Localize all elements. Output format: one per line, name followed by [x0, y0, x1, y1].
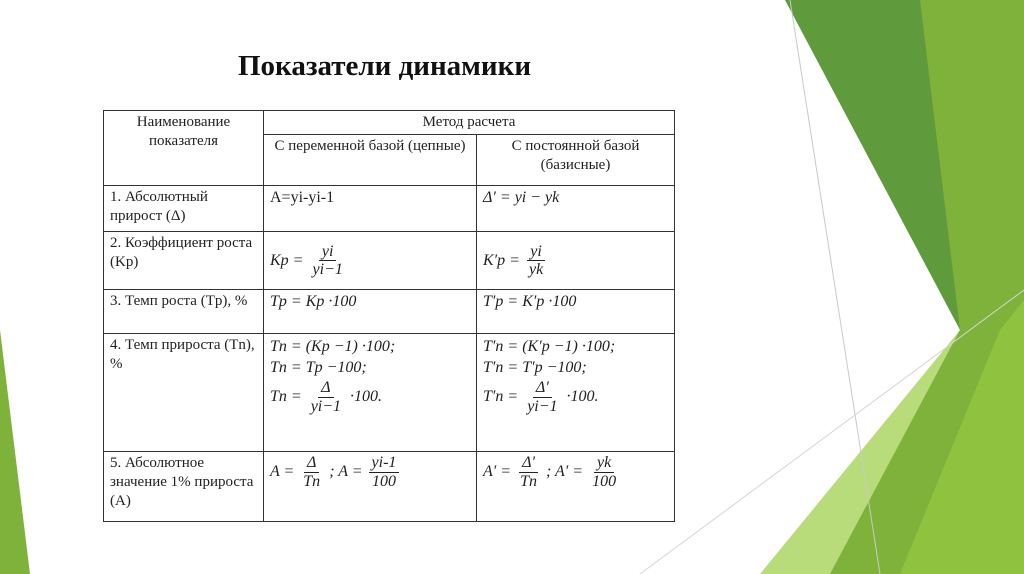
table-row	[104, 290, 675, 334]
fraction	[309, 243, 345, 279]
fraction	[300, 454, 323, 490]
fraction-denominator: yi−1	[310, 397, 342, 415]
formula-basic	[477, 334, 675, 452]
formula-basic: Δ′ = yi − yk	[477, 186, 675, 232]
formula-line: Tn = (Kp −1) ·100;	[270, 338, 396, 356]
fraction-numerator: yi	[527, 243, 545, 262]
row-name: 3. Темп роста (Tp), %	[104, 290, 264, 334]
formula-chain: A=yi-yi-1	[264, 186, 477, 232]
formula-chain: Tp = Kp ·100	[264, 290, 477, 334]
fraction	[369, 454, 400, 490]
formula-lhs: A =	[270, 463, 295, 481]
fraction-denominator: yi−1	[312, 261, 343, 279]
formula-lhs: Tn =	[270, 388, 302, 406]
formula-lhs: K′p =	[483, 251, 520, 269]
table-header-row	[104, 111, 675, 135]
row-name: 5. Абсолютное значение 1% прироста (A)	[104, 452, 264, 522]
fraction-denominator: 100	[371, 472, 396, 490]
slide-title: Показатели динамики	[238, 50, 532, 82]
formula-line: Tn = Tp −100;	[270, 359, 367, 377]
dynamics-indicators-table	[103, 110, 675, 522]
fraction-numerator: Δ	[304, 454, 319, 473]
formula-lhs: ; A′ =	[545, 463, 584, 481]
formula-chain	[264, 232, 477, 290]
formula-rhs: ·100.	[350, 388, 383, 406]
fraction-numerator: Δ	[318, 379, 333, 398]
left-green-sliver	[0, 330, 30, 574]
formula-basic	[477, 452, 675, 522]
table-row	[104, 186, 675, 232]
fraction	[526, 243, 546, 279]
fraction	[517, 454, 540, 490]
fraction-numerator: Δ′	[533, 379, 552, 398]
row-name: 2. Коэффициент роста (Kp)	[104, 232, 264, 290]
formula-chain	[264, 334, 477, 452]
formula-chain	[264, 452, 477, 522]
fraction-numerator: yk	[594, 454, 614, 473]
formula-basic	[477, 232, 675, 290]
header-chain: С переменной базой (цепные)	[264, 134, 477, 186]
fraction-denominator: Tn	[520, 472, 537, 490]
formula-lhs: Kp =	[270, 251, 304, 269]
fraction	[589, 454, 619, 490]
formula-lhs: ; A =	[329, 463, 363, 481]
row-name: 4. Темп прироста (Tn), %	[104, 334, 264, 452]
table-row	[104, 232, 675, 290]
formula-lhs: T′n =	[483, 388, 519, 406]
fraction-denominator: yk	[528, 261, 544, 279]
header-name: Наименование показателя	[104, 111, 264, 186]
fraction-denominator: Tn	[303, 472, 321, 490]
header-basic: С постоянной базой (базисные)	[477, 134, 675, 186]
fraction-denominator: yi−1	[527, 397, 558, 415]
fraction-denominator: 100	[592, 472, 617, 490]
header-method: Метод расчета	[264, 111, 675, 135]
table-row	[104, 452, 675, 522]
fraction-numerator: yi-1	[369, 454, 400, 473]
fraction	[308, 379, 344, 415]
formula-line	[270, 379, 470, 415]
formula-rhs: ·100.	[566, 388, 599, 406]
row-name: 1. Абсолютный прирост (Δ)	[104, 186, 264, 232]
formula-line	[483, 379, 668, 415]
fraction-numerator: Δ′	[519, 454, 538, 473]
fraction	[524, 379, 560, 415]
formula-line: T′n = T′p −100;	[483, 359, 587, 377]
formula-line: T′n = (K′p −1) ·100;	[483, 338, 616, 356]
fraction-numerator: yi	[319, 243, 337, 262]
formula-lhs: A′ =	[483, 463, 512, 481]
table-row	[104, 334, 675, 452]
formula-basic: T′p = K′p ·100	[477, 290, 675, 334]
